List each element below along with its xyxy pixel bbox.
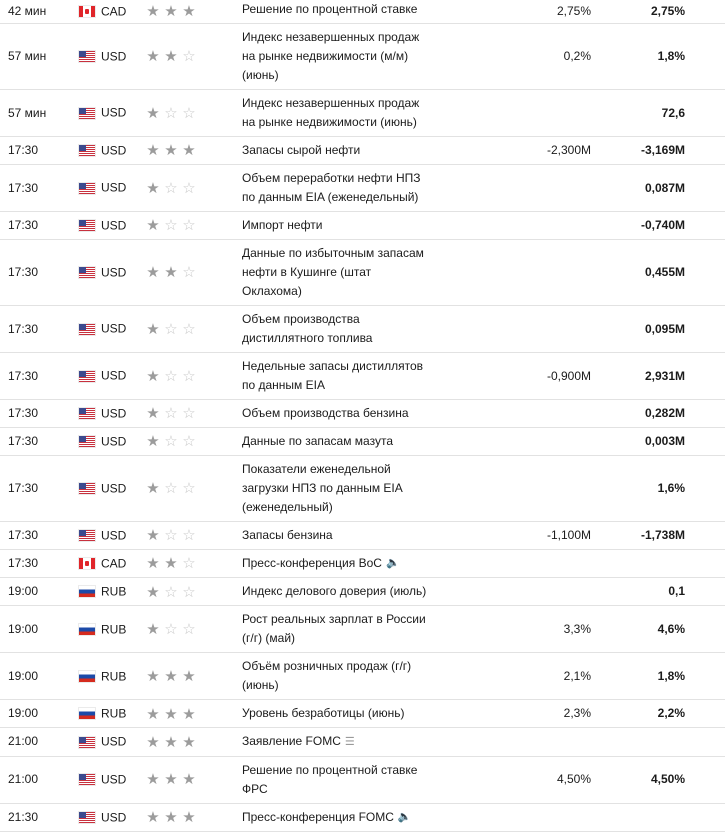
- event-row[interactable]: [0, 240, 725, 306]
- event-currency: [77, 240, 137, 306]
- forecast-value: -0,900M: [501, 353, 599, 400]
- star-empty-icon: ☆: [182, 367, 196, 385]
- event-time: 57 мин: [0, 24, 77, 90]
- star-empty-icon: ☆: [164, 480, 178, 498]
- event-currency: [77, 803, 137, 831]
- star-filled-icon: ★: [146, 217, 160, 235]
- event-name[interactable]: Уровень безработицы (июнь): [242, 706, 405, 721]
- star-empty-icon: ☆: [164, 179, 178, 197]
- actual-value: [436, 653, 501, 700]
- event-name[interactable]: Объем переработки нефти НПЗ по данным EIA (еженедельный): [242, 171, 421, 204]
- forecast-value: 2,1%: [501, 653, 599, 700]
- event-row[interactable]: [0, 522, 725, 550]
- previous-value: 0,455M: [599, 240, 725, 306]
- star-filled-icon: ★: [164, 142, 178, 160]
- forecast-value: -1,100M: [501, 522, 599, 550]
- actual-value: [436, 212, 501, 240]
- forecast-value: [501, 306, 599, 353]
- event-currency: [77, 756, 137, 803]
- previous-value: 2,2%: [599, 700, 725, 728]
- previous-value: 0,087M: [599, 165, 725, 212]
- event-time: 17:30: [0, 522, 77, 550]
- event-currency: [77, 400, 137, 428]
- event-name[interactable]: Объем производства бензина: [242, 406, 409, 420]
- event-cell[interactable]: [233, 0, 436, 24]
- star-filled-icon: ★: [164, 668, 178, 686]
- importance-stars: [137, 653, 233, 700]
- actual-value: [436, 353, 501, 400]
- star-empty-icon: ☆: [164, 405, 178, 423]
- currency-code: USD: [101, 734, 127, 749]
- star-empty-icon: ☆: [182, 433, 196, 451]
- actual-value: [436, 24, 501, 90]
- event-cell[interactable]: [233, 606, 436, 653]
- flag-ca-icon: [79, 6, 95, 17]
- event-row[interactable]: [0, 756, 725, 803]
- star-filled-icon: ★: [146, 264, 160, 282]
- event-cell[interactable]: [233, 653, 436, 700]
- event-row[interactable]: [0, 728, 725, 756]
- importance-stars: [137, 306, 233, 353]
- event-cell[interactable]: [233, 803, 436, 831]
- event-row[interactable]: [0, 212, 725, 240]
- event-time: 21:30: [0, 803, 77, 831]
- star-filled-icon: ★: [146, 104, 160, 122]
- star-filled-icon: ★: [182, 733, 196, 751]
- event-time: 57 мин: [0, 90, 77, 137]
- event-time: 17:30: [0, 212, 77, 240]
- flag-ru-icon: [79, 708, 95, 719]
- event-name[interactable]: Заявление FOMC: [242, 734, 341, 749]
- forecast-value: [501, 400, 599, 428]
- event-cell[interactable]: [233, 400, 436, 428]
- flag-us-icon: [79, 108, 95, 119]
- currency-code: USD: [101, 772, 127, 787]
- star-filled-icon: ★: [182, 668, 196, 686]
- importance-stars: [137, 728, 233, 756]
- currency-code: USD: [101, 528, 127, 543]
- actual-value: [436, 240, 501, 306]
- flag-ru-icon: [79, 624, 95, 635]
- currency-code: CAD: [101, 556, 127, 571]
- previous-value: 1,8%: [599, 24, 725, 90]
- previous-value: [599, 728, 725, 756]
- event-cell[interactable]: [233, 728, 436, 756]
- event-name[interactable]: Объём розничных продаж (г/г) (июнь): [242, 659, 412, 693]
- currency-code: USD: [101, 481, 127, 496]
- event-cell[interactable]: [233, 212, 436, 240]
- importance-stars: [137, 428, 233, 456]
- previous-value: [599, 803, 725, 831]
- event-name[interactable]: Запасы сырой нефти: [242, 143, 361, 157]
- previous-value: -3,169M: [599, 137, 725, 165]
- actual-value: [436, 550, 501, 578]
- event-name[interactable]: Запасы бензина: [242, 528, 333, 542]
- event-currency: [77, 212, 137, 240]
- flag-us-icon: [79, 774, 95, 785]
- actual-value: [436, 756, 501, 803]
- event-row[interactable]: [0, 456, 725, 522]
- star-empty-icon: ☆: [164, 217, 178, 235]
- event-currency: [77, 606, 137, 653]
- forecast-value: 3,3%: [501, 606, 599, 653]
- star-empty-icon: ☆: [182, 527, 196, 545]
- event-time: 21:00: [0, 756, 77, 803]
- flag-us-icon: [79, 530, 95, 541]
- event-cell[interactable]: [233, 578, 436, 606]
- event-cell[interactable]: [233, 700, 436, 728]
- event-cell[interactable]: [233, 24, 436, 90]
- actual-value: [436, 700, 501, 728]
- currency-code: RUB: [101, 668, 127, 683]
- star-filled-icon: ★: [146, 179, 160, 197]
- event-time: 17:30: [0, 550, 77, 578]
- event-name[interactable]: Решение по процентной ставке: [242, 2, 418, 16]
- event-row[interactable]: [0, 700, 725, 728]
- currency-code: USD: [101, 321, 127, 336]
- star-filled-icon: ★: [146, 48, 160, 66]
- currency-code: USD: [101, 105, 127, 120]
- actual-value: [436, 0, 501, 24]
- star-filled-icon: ★: [182, 3, 196, 21]
- flag-us-icon: [79, 371, 95, 382]
- star-filled-icon: ★: [146, 555, 160, 573]
- event-currency: [77, 165, 137, 212]
- event-row[interactable]: [0, 653, 725, 700]
- star-filled-icon: ★: [146, 3, 160, 21]
- star-empty-icon: ☆: [164, 433, 178, 451]
- importance-stars: [137, 803, 233, 831]
- currency-code: USD: [101, 406, 127, 421]
- star-filled-icon: ★: [146, 668, 160, 686]
- previous-value: -0,740M: [599, 212, 725, 240]
- event-name[interactable]: Решение по процентной ставке ФРС: [242, 762, 418, 796]
- currency-code: USD: [101, 143, 127, 158]
- flag-us-icon: [79, 51, 95, 62]
- actual-value: [436, 728, 501, 756]
- previous-value: 1,6%: [599, 456, 725, 522]
- event-row[interactable]: [0, 353, 725, 400]
- star-filled-icon: ★: [146, 733, 160, 751]
- star-filled-icon: ★: [146, 621, 160, 639]
- importance-stars: [137, 522, 233, 550]
- event-row[interactable]: [0, 400, 725, 428]
- importance-stars: [137, 0, 233, 24]
- actual-value: [436, 578, 501, 606]
- star-empty-icon: ☆: [182, 48, 196, 66]
- event-name[interactable]: Данные по запасам мазута: [242, 434, 393, 448]
- star-filled-icon: ★: [146, 583, 160, 601]
- event-name[interactable]: Индекс делового доверия (июль): [242, 584, 427, 599]
- importance-stars: [137, 400, 233, 428]
- star-filled-icon: ★: [146, 771, 160, 789]
- event-time: 17:30: [0, 240, 77, 306]
- event-cell[interactable]: [233, 137, 436, 165]
- importance-stars: [137, 550, 233, 578]
- event-row[interactable]: [0, 24, 725, 90]
- event-cell[interactable]: [233, 756, 436, 803]
- flag-ca-icon: [79, 558, 95, 569]
- event-name[interactable]: Недельные запасы дистиллятов по данным EIA: [242, 359, 423, 392]
- importance-stars: [137, 24, 233, 90]
- event-cell[interactable]: [233, 306, 436, 353]
- previous-value: 4,50%: [599, 756, 725, 803]
- event-currency: [77, 428, 137, 456]
- previous-value: 4,6%: [599, 606, 725, 653]
- event-cell[interactable]: [233, 90, 436, 137]
- forecast-value: 0,2%: [501, 24, 599, 90]
- star-filled-icon: ★: [146, 705, 160, 723]
- currency-code: USD: [101, 368, 127, 383]
- event-row[interactable]: [0, 306, 725, 353]
- event-name[interactable]: Показатели еженедельной загрузки НПЗ по данным EIA (еженедельный): [242, 462, 403, 514]
- event-time: 19:00: [0, 606, 77, 653]
- importance-stars: [137, 240, 233, 306]
- flag-us-icon: [79, 436, 95, 447]
- forecast-value: [501, 728, 599, 756]
- actual-value: [436, 606, 501, 653]
- event-cell[interactable]: [233, 428, 436, 456]
- event-time: 17:30: [0, 400, 77, 428]
- star-filled-icon: ★: [164, 264, 178, 282]
- star-filled-icon: ★: [182, 142, 196, 160]
- event-row[interactable]: [0, 606, 725, 653]
- event-time: 21:00: [0, 728, 77, 756]
- flag-us-icon: [79, 483, 95, 494]
- forecast-value: 2,75%: [501, 0, 599, 24]
- flag-ru-icon: [79, 586, 95, 597]
- event-row[interactable]: [0, 578, 725, 606]
- event-name[interactable]: Индекс незавершенных продаж на рынке недвижимости (м/м) (июнь): [242, 30, 420, 82]
- importance-stars: [137, 90, 233, 137]
- previous-value: 0,282M: [599, 400, 725, 428]
- currency-code: RUB: [101, 621, 127, 636]
- star-empty-icon: ☆: [182, 480, 196, 498]
- star-empty-icon: ☆: [182, 320, 196, 338]
- previous-value: 72,6: [599, 90, 725, 137]
- importance-stars: [137, 578, 233, 606]
- importance-stars: [137, 353, 233, 400]
- star-empty-icon: ☆: [164, 367, 178, 385]
- event-time: 19:00: [0, 578, 77, 606]
- star-filled-icon: ★: [146, 320, 160, 338]
- event-time: 19:00: [0, 700, 77, 728]
- event-currency: [77, 700, 137, 728]
- event-row[interactable]: [0, 0, 725, 24]
- star-filled-icon: ★: [146, 433, 160, 451]
- previous-value: 0,095M: [599, 306, 725, 353]
- importance-stars: [137, 456, 233, 522]
- star-empty-icon: ☆: [182, 621, 196, 639]
- forecast-value: [501, 428, 599, 456]
- star-filled-icon: ★: [164, 733, 178, 751]
- event-name[interactable]: Пресс-конференция FOMC: [242, 809, 394, 824]
- actual-value: [436, 90, 501, 137]
- star-empty-icon: ☆: [164, 583, 178, 601]
- forecast-value: [501, 803, 599, 831]
- star-filled-icon: ★: [164, 809, 178, 827]
- importance-stars: [137, 606, 233, 653]
- previous-value: 0,003M: [599, 428, 725, 456]
- event-currency: [77, 137, 137, 165]
- forecast-value: [501, 240, 599, 306]
- currency-code: USD: [101, 265, 127, 280]
- event-time: 17:30: [0, 456, 77, 522]
- forecast-value: [501, 165, 599, 212]
- actual-value: [436, 803, 501, 831]
- star-filled-icon: ★: [146, 142, 160, 160]
- forecast-value: [501, 212, 599, 240]
- actual-value: [436, 428, 501, 456]
- event-currency: [77, 550, 137, 578]
- star-empty-icon: ☆: [164, 621, 178, 639]
- previous-value: [599, 550, 725, 578]
- event-name[interactable]: Пресс-конференция BoC: [242, 556, 382, 570]
- previous-value: 2,75%: [599, 0, 725, 24]
- star-empty-icon: ☆: [164, 527, 178, 545]
- flag-us-icon: [79, 183, 95, 194]
- event-currency: [77, 653, 137, 700]
- event-row[interactable]: [0, 165, 725, 212]
- event-currency: [77, 522, 137, 550]
- star-empty-icon: ☆: [164, 320, 178, 338]
- event-currency: [77, 24, 137, 90]
- actual-value: [436, 306, 501, 353]
- event-cell[interactable]: [233, 240, 436, 306]
- event-row[interactable]: [0, 137, 725, 165]
- star-empty-icon: ☆: [182, 583, 196, 601]
- event-time: 17:30: [0, 353, 77, 400]
- importance-stars: [137, 700, 233, 728]
- forecast-value: [501, 550, 599, 578]
- event-time: 17:30: [0, 306, 77, 353]
- currency-code: RUB: [101, 584, 127, 599]
- event-time: 17:30: [0, 137, 77, 165]
- event-name[interactable]: Индекс незавершенных продаж на рынке недвижимости (июнь): [242, 96, 420, 129]
- previous-value: 0,1: [599, 578, 725, 606]
- forecast-value: 2,3%: [501, 700, 599, 728]
- actual-value: [436, 400, 501, 428]
- event-name[interactable]: Импорт нефти: [242, 218, 323, 232]
- currency-code: USD: [101, 218, 127, 233]
- event-currency: [77, 306, 137, 353]
- actual-value: [436, 456, 501, 522]
- star-empty-icon: ☆: [182, 217, 196, 235]
- importance-stars: [137, 137, 233, 165]
- speaker-icon: 🔈: [397, 810, 412, 823]
- event-currency: [77, 90, 137, 137]
- flag-us-icon: [79, 737, 95, 748]
- star-empty-icon: ☆: [164, 104, 178, 122]
- event-cell[interactable]: [233, 550, 436, 578]
- event-row[interactable]: [0, 90, 725, 137]
- star-empty-icon: ☆: [182, 104, 196, 122]
- event-currency: [77, 0, 137, 24]
- forecast-value: [501, 456, 599, 522]
- document-icon: ☰: [344, 735, 355, 748]
- currency-code: CAD: [101, 4, 127, 19]
- currency-code: RUB: [101, 706, 127, 721]
- event-row[interactable]: [0, 803, 725, 831]
- currency-code: USD: [101, 49, 127, 64]
- star-filled-icon: ★: [164, 3, 178, 21]
- flag-us-icon: [79, 812, 95, 823]
- star-filled-icon: ★: [146, 527, 160, 545]
- event-currency: [77, 353, 137, 400]
- event-time: 17:30: [0, 165, 77, 212]
- event-time: 17:30: [0, 428, 77, 456]
- star-filled-icon: ★: [164, 705, 178, 723]
- event-cell[interactable]: [233, 165, 436, 212]
- star-empty-icon: ☆: [182, 264, 196, 282]
- star-filled-icon: ★: [146, 405, 160, 423]
- event-currency: [77, 578, 137, 606]
- star-empty-icon: ☆: [182, 405, 196, 423]
- speaker-icon: 🔈: [385, 557, 400, 570]
- currency-code: USD: [101, 180, 127, 195]
- event-cell[interactable]: [233, 522, 436, 550]
- star-filled-icon: ★: [164, 48, 178, 66]
- star-empty-icon: ☆: [182, 555, 196, 573]
- event-time: 19:00: [0, 653, 77, 700]
- star-filled-icon: ★: [182, 809, 196, 827]
- previous-value: 2,931M: [599, 353, 725, 400]
- flag-us-icon: [79, 220, 95, 231]
- forecast-value: 4,50%: [501, 756, 599, 803]
- star-filled-icon: ★: [182, 705, 196, 723]
- importance-stars: [137, 212, 233, 240]
- event-name[interactable]: Рост реальных зарплат в России (г/г) (май): [242, 612, 426, 646]
- forecast-value: [501, 578, 599, 606]
- event-currency: [77, 456, 137, 522]
- actual-value: [436, 522, 501, 550]
- event-currency: [77, 728, 137, 756]
- flag-us-icon: [79, 408, 95, 419]
- star-filled-icon: ★: [146, 480, 160, 498]
- star-filled-icon: ★: [164, 555, 178, 573]
- flag-us-icon: [79, 267, 95, 278]
- importance-stars: [137, 756, 233, 803]
- flag-us-icon: [79, 324, 95, 335]
- star-empty-icon: ☆: [182, 179, 196, 197]
- flag-ru-icon: [79, 671, 95, 682]
- star-filled-icon: ★: [164, 771, 178, 789]
- flag-us-icon: [79, 145, 95, 156]
- event-cell[interactable]: [233, 456, 436, 522]
- actual-value: [436, 137, 501, 165]
- event-time: 42 мин: [0, 0, 77, 24]
- actual-value: [436, 165, 501, 212]
- event-name[interactable]: Данные по избыточным запасам нефти в Кушинге (штат Оклахома): [242, 246, 424, 298]
- forecast-value: [501, 90, 599, 137]
- currency-code: USD: [101, 434, 127, 449]
- event-row[interactable]: [0, 550, 725, 578]
- star-filled-icon: ★: [182, 771, 196, 789]
- event-cell[interactable]: [233, 353, 436, 400]
- star-filled-icon: ★: [146, 809, 160, 827]
- previous-value: -1,738M: [599, 522, 725, 550]
- event-row[interactable]: [0, 428, 725, 456]
- forecast-value: -2,300M: [501, 137, 599, 165]
- previous-value: 1,8%: [599, 653, 725, 700]
- importance-stars: [137, 165, 233, 212]
- event-name[interactable]: Объем производства дистиллятного топлива: [242, 312, 373, 345]
- star-filled-icon: ★: [146, 367, 160, 385]
- currency-code: USD: [101, 809, 127, 824]
